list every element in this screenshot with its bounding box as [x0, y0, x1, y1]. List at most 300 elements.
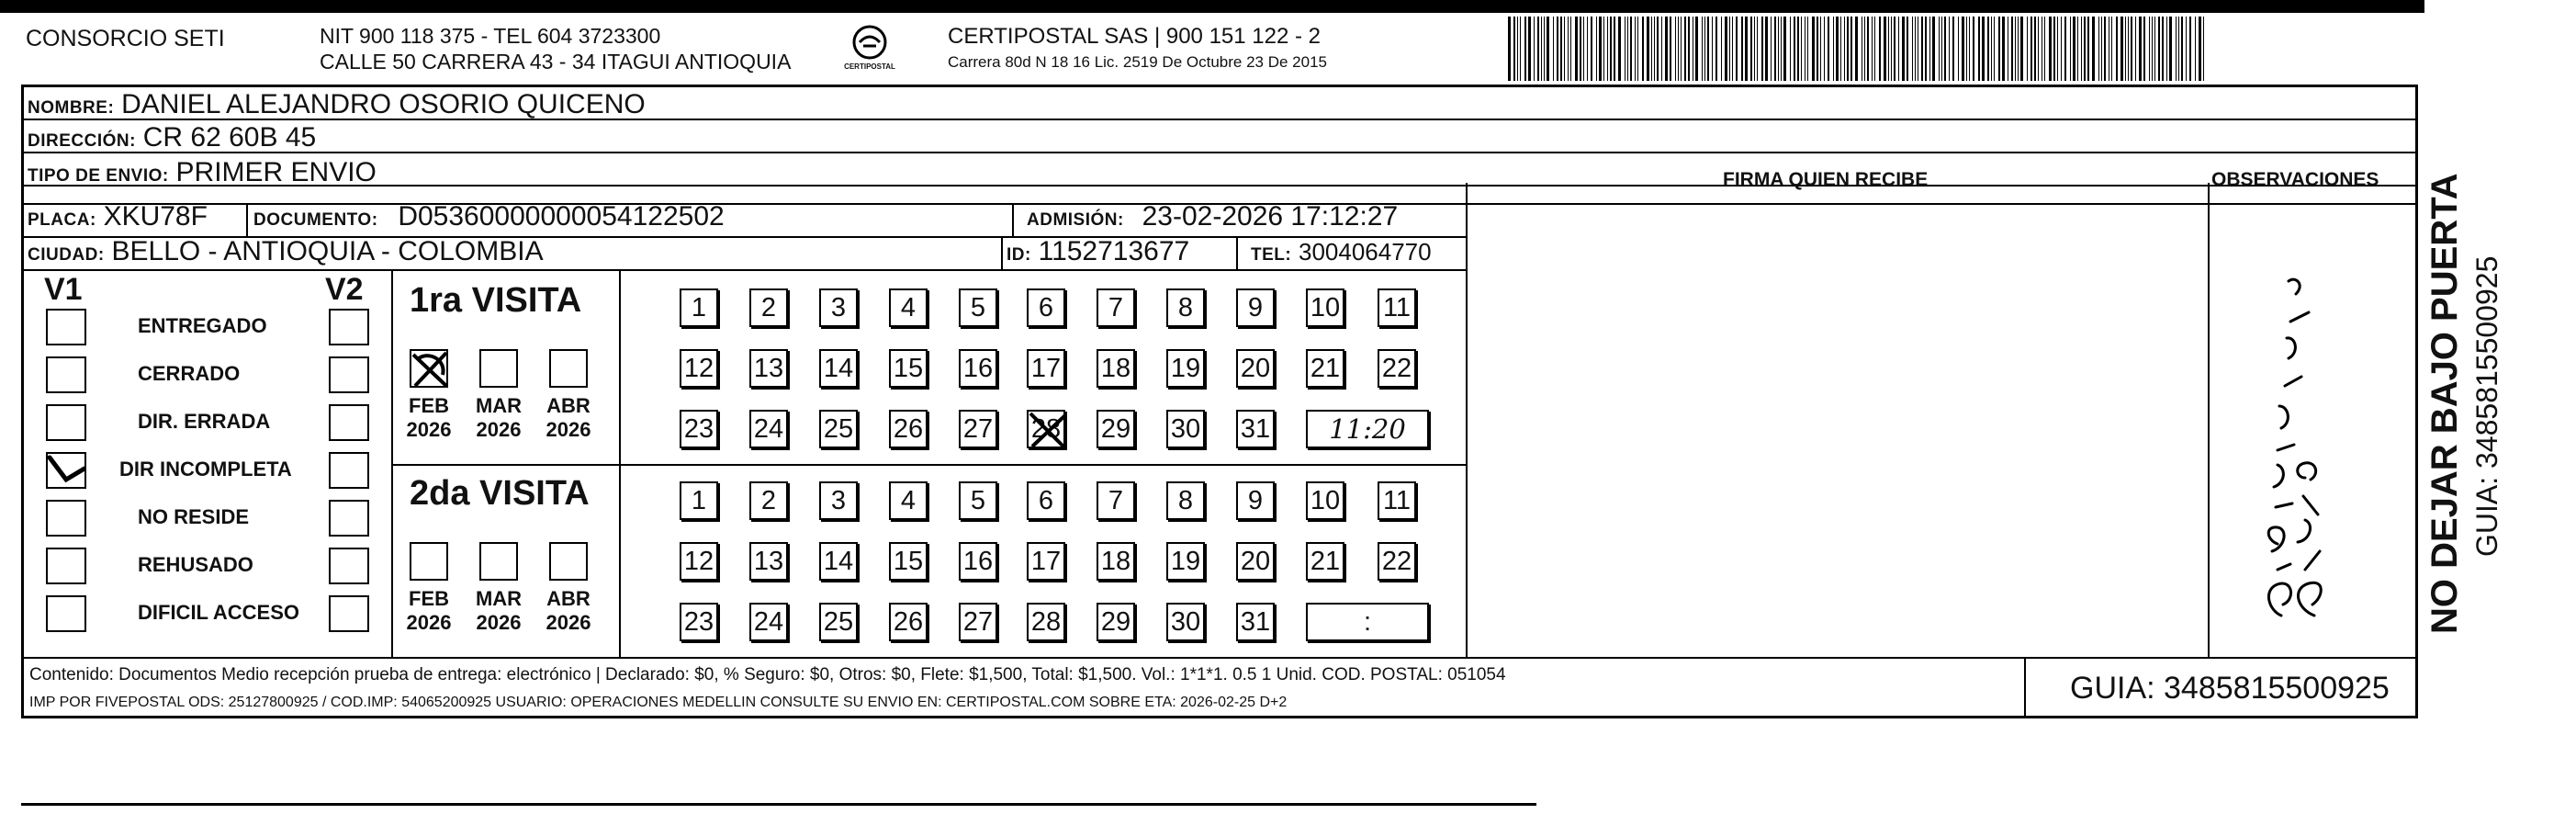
barcode-bar	[2176, 17, 2177, 81]
day-box[interactable]: 19	[1166, 349, 1205, 388]
barcode-bar	[2116, 17, 2118, 81]
barcode-bar	[1707, 17, 1709, 81]
day-box[interactable]: 17	[1027, 349, 1065, 388]
top-black-bar	[0, 0, 2424, 13]
day-box[interactable]: 5	[959, 288, 997, 327]
observaciones-header: OBSERVACIONES	[2211, 169, 2379, 190]
barcode-bar	[2189, 17, 2191, 81]
day-box[interactable]: 31	[1236, 603, 1275, 641]
barcode-bar	[1647, 17, 1649, 81]
day-box[interactable]: 7	[1097, 288, 1135, 327]
tel-field	[1251, 237, 1432, 270]
barcode-bar	[1807, 17, 1808, 81]
barcode-bar	[2186, 17, 2187, 81]
barcode-bar	[1575, 17, 1578, 81]
barcode-bar	[1941, 17, 1942, 81]
company-name: CONSORCIO SETI	[26, 26, 225, 51]
barcode-bar	[1614, 17, 1615, 81]
tipo-envio-value: PRIMER ENVIO	[175, 157, 377, 187]
barcode-bar	[1864, 17, 1865, 81]
day-box[interactable]: 1	[680, 481, 718, 520]
barcode-bar	[1587, 17, 1588, 81]
barcode-bar	[1828, 17, 1829, 81]
barcode-bar	[1537, 17, 1539, 81]
barcode-bar	[2053, 17, 2055, 81]
barcode-bar	[2154, 17, 2155, 81]
barcode-bar	[2077, 17, 2078, 81]
barcode-bar	[1765, 17, 1768, 81]
tipo-envio-field	[28, 158, 377, 191]
barcode-bar	[1654, 17, 1655, 81]
time-box[interactable]: :	[1306, 603, 1429, 641]
day-box[interactable]: 4	[889, 481, 928, 520]
barcode-bar	[2162, 17, 2164, 81]
day-box[interactable]: 11	[1378, 288, 1416, 327]
status-label: REHUSADO	[138, 553, 253, 576]
barcode-bar	[1991, 17, 1992, 81]
barcode-bar	[1894, 17, 1895, 81]
barcode-bar	[1969, 17, 1970, 81]
day-box[interactable]: 29	[1097, 410, 1135, 448]
barcode-bar	[2169, 17, 2172, 81]
barcode-bar	[2015, 17, 2016, 81]
day-box[interactable]: 28	[1027, 410, 1065, 448]
v2-checkbox[interactable]	[329, 452, 369, 489]
barcode-bar	[1618, 17, 1621, 81]
barcode-bar	[1637, 17, 1638, 81]
year-label: 2026	[546, 611, 591, 634]
id-value: 1152713677	[1038, 236, 1190, 266]
barcode-bar	[2203, 17, 2204, 81]
barcode-bar	[1715, 17, 1717, 81]
barcode-bar	[1541, 17, 1542, 81]
barcode-bar	[2057, 17, 2058, 81]
day-box[interactable]: 6	[1027, 288, 1065, 327]
day-box[interactable]: 26	[889, 410, 928, 448]
barcode-bar	[1681, 17, 1682, 81]
barcode-bar	[1635, 17, 1636, 81]
barcode-bar	[2195, 17, 2196, 81]
day-box[interactable]: 18	[1097, 349, 1135, 388]
barcode-bar	[1898, 17, 1899, 81]
barcode-bar	[1781, 17, 1782, 81]
barcode-bar	[2152, 17, 2153, 81]
placa-value: XKU78F	[103, 201, 208, 232]
month-label: FEB	[409, 587, 449, 610]
month-checkbox[interactable]	[549, 542, 588, 581]
day-box[interactable]: 14	[819, 542, 858, 581]
barcode-bar	[1520, 17, 1521, 81]
v2-checkbox[interactable]	[329, 309, 369, 345]
side-guia: GUIA: 3485815500925	[2470, 255, 2503, 557]
barcode-bar	[1757, 17, 1758, 81]
month-label: MAR	[475, 587, 523, 610]
barcode-bar	[1661, 17, 1662, 81]
side-warning: NO DEJAR BAJO PUERTA	[2424, 173, 2465, 634]
day-box[interactable]: 12	[680, 542, 718, 581]
day-box[interactable]: 25	[819, 410, 858, 448]
documento-label: DOCUMENTO:	[253, 210, 378, 230]
barcode-bar	[1884, 17, 1886, 81]
barcode-bar	[1630, 17, 1632, 81]
barcode-bar	[2018, 17, 2019, 81]
barcode-bar	[1547, 17, 1549, 81]
tipo-envio-label: TIPO DE ENVIO:	[28, 166, 169, 186]
day-box[interactable]: 13	[749, 542, 788, 581]
barcode-bar	[1607, 17, 1608, 81]
visit2-title: 2da VISITA	[410, 474, 590, 513]
barcode-bar	[1817, 17, 1818, 81]
barcode-bar	[1790, 17, 1791, 81]
footer-guia: GUIA: 3485815500925	[2070, 671, 2390, 706]
barcode-bar	[1824, 17, 1825, 81]
barcode-bar	[2149, 17, 2150, 81]
barcode-bar	[1712, 17, 1713, 81]
barcode-bar	[1580, 17, 1581, 81]
day-box[interactable]: 25	[819, 603, 858, 641]
barcode-bar	[1891, 17, 1892, 81]
day-box[interactable]: 27	[959, 603, 997, 641]
barcode-bar	[2049, 17, 2052, 81]
barcode-bar	[1836, 17, 1839, 81]
day-box[interactable]: 13	[749, 349, 788, 388]
barcode-bar	[1958, 17, 1959, 81]
visit1-title: 1ra VISITA	[410, 281, 582, 320]
day-box[interactable]: 15	[889, 542, 928, 581]
barcode-bar	[2135, 17, 2136, 81]
day-box[interactable]: 27	[959, 410, 997, 448]
barcode-bar	[2061, 17, 2062, 81]
day-box[interactable]: 2	[749, 288, 788, 327]
status-label: CERRADO	[138, 362, 241, 385]
day-box[interactable]: 17	[1027, 542, 1065, 581]
v1-label: V1	[44, 272, 83, 307]
v1-checkbox[interactable]	[46, 404, 86, 441]
year-label: 2026	[476, 418, 522, 441]
barcode-bar	[2098, 17, 2099, 81]
barcode-bar	[2166, 17, 2167, 81]
barcode-bar	[2178, 17, 2179, 81]
day-box[interactable]: 6	[1027, 481, 1065, 520]
v2-checkbox[interactable]	[329, 404, 369, 441]
day-box[interactable]: 22	[1378, 349, 1416, 388]
day-box[interactable]: 23	[680, 603, 718, 641]
barcode-bar	[1596, 17, 1597, 81]
barcode-bar	[1599, 17, 1602, 81]
day-box[interactable]: 10	[1306, 288, 1344, 327]
barcode-bar	[1557, 17, 1558, 81]
day-box[interactable]: 5	[959, 481, 997, 520]
barcode-bar	[1949, 17, 1950, 81]
barcode-bar	[2143, 17, 2145, 81]
v1-checkbox[interactable]	[46, 548, 86, 584]
barcode-bar	[1978, 17, 1980, 81]
barcode-bar	[1704, 17, 1705, 81]
barcode-bar	[1651, 17, 1652, 81]
barcode-bar	[1729, 17, 1730, 81]
v2-checkbox[interactable]	[329, 356, 369, 393]
barcode-bar	[1966, 17, 1967, 81]
barcode-bar	[1736, 17, 1738, 81]
id-label: ID:	[1007, 245, 1031, 265]
barcode-bar	[1929, 17, 1930, 81]
day-box[interactable]: 16	[959, 349, 997, 388]
v2-label: V2	[325, 272, 364, 307]
barcode-bar	[1944, 17, 1946, 81]
year-label: 2026	[546, 418, 591, 441]
v1-checkbox[interactable]	[46, 356, 86, 393]
admision-field	[1027, 202, 1398, 235]
barcode-bar	[1665, 17, 1668, 81]
barcode-bar	[1872, 17, 1873, 81]
v1-checkbox[interactable]	[46, 500, 86, 537]
day-box[interactable]: 7	[1097, 481, 1135, 520]
day-box[interactable]: 21	[1306, 349, 1344, 388]
barcode-bar	[1732, 17, 1733, 81]
barcode-bar	[1610, 17, 1612, 81]
barcode-bar	[1844, 17, 1845, 81]
month-checkbox[interactable]	[549, 349, 588, 388]
nombre-value: DANIEL ALEJANDRO OSORIO QUICENO	[121, 89, 646, 119]
barcode-bar	[2084, 17, 2086, 81]
barcode	[1508, 17, 2206, 81]
barcode-bar	[1517, 17, 1518, 81]
barcode-bar	[2087, 17, 2089, 81]
barcode-bar	[1642, 17, 1644, 81]
day-box[interactable]: 15	[889, 349, 928, 388]
barcode-bar	[1994, 17, 1995, 81]
day-box[interactable]: 19	[1166, 542, 1205, 581]
barcode-bar	[1627, 17, 1628, 81]
barcode-bar	[2111, 17, 2112, 81]
placa-field	[28, 202, 208, 235]
barcode-bar	[2199, 17, 2201, 81]
barcode-bar	[2064, 17, 2066, 81]
status-label: DIR INCOMPLETA	[119, 458, 292, 480]
month-checkbox[interactable]	[410, 542, 448, 581]
year-label: 2026	[406, 418, 452, 441]
month-checkbox[interactable]	[410, 349, 448, 388]
status-label: DIR. ERRADA	[138, 410, 271, 433]
barcode-bar	[1750, 17, 1752, 81]
barcode-bar	[1553, 17, 1554, 81]
day-box[interactable]: 9	[1236, 288, 1275, 327]
barcode-bar	[1973, 17, 1974, 81]
barcode-bar	[1508, 17, 1511, 81]
guide-form	[21, 85, 2418, 718]
admision-value: 23-02-2026 17:12:27	[1142, 201, 1399, 232]
barcode-bar	[2020, 17, 2023, 81]
day-box[interactable]: 22	[1378, 542, 1416, 581]
barcode-bar	[1982, 17, 1985, 81]
day-box[interactable]: 8	[1166, 481, 1205, 520]
tel-value: 3004064770	[1299, 238, 1432, 266]
placa-label: PLACA:	[28, 210, 96, 230]
barcode-bar	[1847, 17, 1849, 81]
day-box[interactable]: 30	[1166, 603, 1205, 641]
day-box[interactable]: 9	[1236, 481, 1275, 520]
year-label: 2026	[476, 611, 522, 634]
footer-imp: IMP POR FIVEPOSTAL ODS: 25127800925 / COD.IMP: 54065200925 USUARIO: OPERACIONES MEDELLIN CONSULTE SU ENVIO EN: CERTIPOSTAL.COM SOBRE ETA: 2026-02-25 D+2	[29, 695, 1288, 710]
barcode-bar	[1925, 17, 1927, 81]
barcode-bar	[1783, 17, 1786, 81]
barcode-bar	[2120, 17, 2123, 81]
day-box[interactable]: 8	[1166, 288, 1205, 327]
barcode-bar	[1745, 17, 1748, 81]
barcode-bar	[1915, 17, 1916, 81]
barcode-bar	[1754, 17, 1755, 81]
barcode-bar	[1774, 17, 1776, 81]
barcode-bar	[1568, 17, 1569, 81]
certipostal-logo	[839, 22, 900, 77]
barcode-bar	[2030, 17, 2032, 81]
firma-header: FIRMA QUIEN RECIBE	[1723, 169, 1929, 190]
barcode-bar	[1771, 17, 1772, 81]
barcode-bar	[2128, 17, 2129, 81]
barcode-bar	[1902, 17, 1905, 81]
v2-checkbox[interactable]	[329, 500, 369, 537]
barcode-bar	[1741, 17, 1743, 81]
nombre-field	[28, 90, 646, 123]
v1-checkbox[interactable]	[46, 309, 86, 345]
status-label: NO RESIDE	[138, 505, 250, 528]
day-box[interactable]: 16	[959, 542, 997, 581]
day-box[interactable]: 10	[1306, 481, 1344, 520]
barcode-bar	[1513, 17, 1515, 81]
certipostal-line: CERTIPOSTAL SAS | 900 151 122 - 2	[948, 24, 1321, 49]
ciudad-value: BELLO - ANTIOQUIA - COLOMBIA	[111, 236, 544, 266]
barcode-bar	[2139, 17, 2142, 81]
month-label: FEB	[409, 394, 449, 417]
day-box[interactable]: 24	[749, 603, 788, 641]
barcode-bar	[1812, 17, 1815, 81]
month-label: ABR	[546, 587, 591, 610]
admision-label: ADMISIÓN:	[1027, 210, 1124, 230]
barcode-bar	[1528, 17, 1531, 81]
day-box[interactable]: 20	[1236, 349, 1275, 388]
barcode-bar	[1879, 17, 1881, 81]
barcode-bar	[1820, 17, 1821, 81]
day-box[interactable]: 31	[1236, 410, 1275, 448]
logo-text: CERTIPOSTAL	[844, 62, 895, 71]
day-box[interactable]: 11	[1378, 481, 1416, 520]
ciudad-field	[28, 237, 544, 270]
barcode-bar	[1675, 17, 1676, 81]
barcode-bar	[1939, 17, 1940, 81]
barcode-bar	[1778, 17, 1779, 81]
barcode-bar	[1874, 17, 1875, 81]
barcode-bar	[1570, 17, 1571, 81]
month-checkbox[interactable]	[479, 349, 518, 388]
day-box[interactable]: 3	[819, 288, 858, 327]
month-label: MAR	[475, 394, 523, 417]
barcode-bar	[1907, 17, 1908, 81]
day-box[interactable]: 2	[749, 481, 788, 520]
day-box[interactable]: 30	[1166, 410, 1205, 448]
barcode-bar	[1591, 17, 1592, 81]
day-box[interactable]: 14	[819, 349, 858, 388]
barcode-bar	[2038, 17, 2039, 81]
barcode-bar	[1721, 17, 1722, 81]
documento-value: D05360000000054122502	[398, 201, 725, 232]
day-box[interactable]: 3	[819, 481, 858, 520]
barcode-bar	[2125, 17, 2126, 81]
barcode-bar	[1678, 17, 1679, 81]
day-box[interactable]: 21	[1306, 542, 1344, 581]
barcode-bar	[1670, 17, 1671, 81]
barcode-bar	[1657, 17, 1659, 81]
barcode-bar	[2044, 17, 2045, 81]
nombre-label: NOMBRE:	[28, 98, 115, 118]
documento-field	[253, 202, 725, 235]
barcode-bar	[2073, 17, 2075, 81]
barcode-bar	[1801, 17, 1802, 81]
day-box[interactable]: 23	[680, 410, 718, 448]
barcode-bar	[1761, 17, 1763, 81]
barcode-bar	[2092, 17, 2095, 81]
barcode-bar	[1725, 17, 1727, 81]
barcode-bar	[1855, 17, 1858, 81]
day-box[interactable]: 20	[1236, 542, 1275, 581]
barcode-bar	[2131, 17, 2132, 81]
barcode-bar	[2101, 17, 2102, 81]
barcode-bar	[2034, 17, 2036, 81]
barcode-bar	[1684, 17, 1686, 81]
direccion-field	[28, 123, 316, 156]
barcode-bar	[2002, 17, 2005, 81]
barcode-bar	[1702, 17, 1703, 81]
barcode-bar	[2011, 17, 2013, 81]
day-box[interactable]: 28	[1027, 603, 1065, 641]
direccion-label: DIRECCIÓN:	[28, 131, 136, 151]
barcode-bar	[2158, 17, 2160, 81]
day-box[interactable]: 1	[680, 288, 718, 327]
barcode-bar	[1544, 17, 1545, 81]
address-line: CALLE 50 CARRERA 43 - 34 ITAGUI ANTIOQUIA	[320, 50, 792, 73]
barcode-bar	[2181, 17, 2183, 81]
barcode-bar	[1695, 17, 1698, 81]
barcode-bar	[1912, 17, 1913, 81]
v2-checkbox[interactable]	[329, 548, 369, 584]
day-box[interactable]: 4	[889, 288, 928, 327]
day-box[interactable]: 26	[889, 603, 928, 641]
barcode-bar	[2027, 17, 2028, 81]
month-checkbox[interactable]	[479, 542, 518, 581]
barcode-bar	[1833, 17, 1834, 81]
time-box[interactable]: 11:20	[1306, 410, 1429, 448]
status-label: DIFICIL ACCESO	[138, 601, 300, 624]
day-box[interactable]: 18	[1097, 542, 1135, 581]
v1-checkbox[interactable]	[46, 595, 86, 632]
direccion-value: CR 62 60B 45	[142, 122, 317, 153]
v2-checkbox[interactable]	[329, 595, 369, 632]
v1-checkbox[interactable]	[46, 452, 86, 489]
year-label: 2026	[406, 611, 452, 634]
day-box[interactable]: 29	[1097, 603, 1135, 641]
bottom-rule	[21, 803, 1536, 806]
barcode-bar	[2081, 17, 2082, 81]
barcode-bar	[1560, 17, 1562, 81]
day-box[interactable]: 24	[749, 410, 788, 448]
barcode-bar	[2104, 17, 2106, 81]
barcode-bar	[1987, 17, 1989, 81]
barcode-bar	[1797, 17, 1799, 81]
barcode-bar	[1998, 17, 2000, 81]
barcode-bar	[2070, 17, 2071, 81]
barcode-bar	[1564, 17, 1565, 81]
day-box[interactable]: 12	[680, 349, 718, 388]
barcode-bar	[1921, 17, 1923, 81]
